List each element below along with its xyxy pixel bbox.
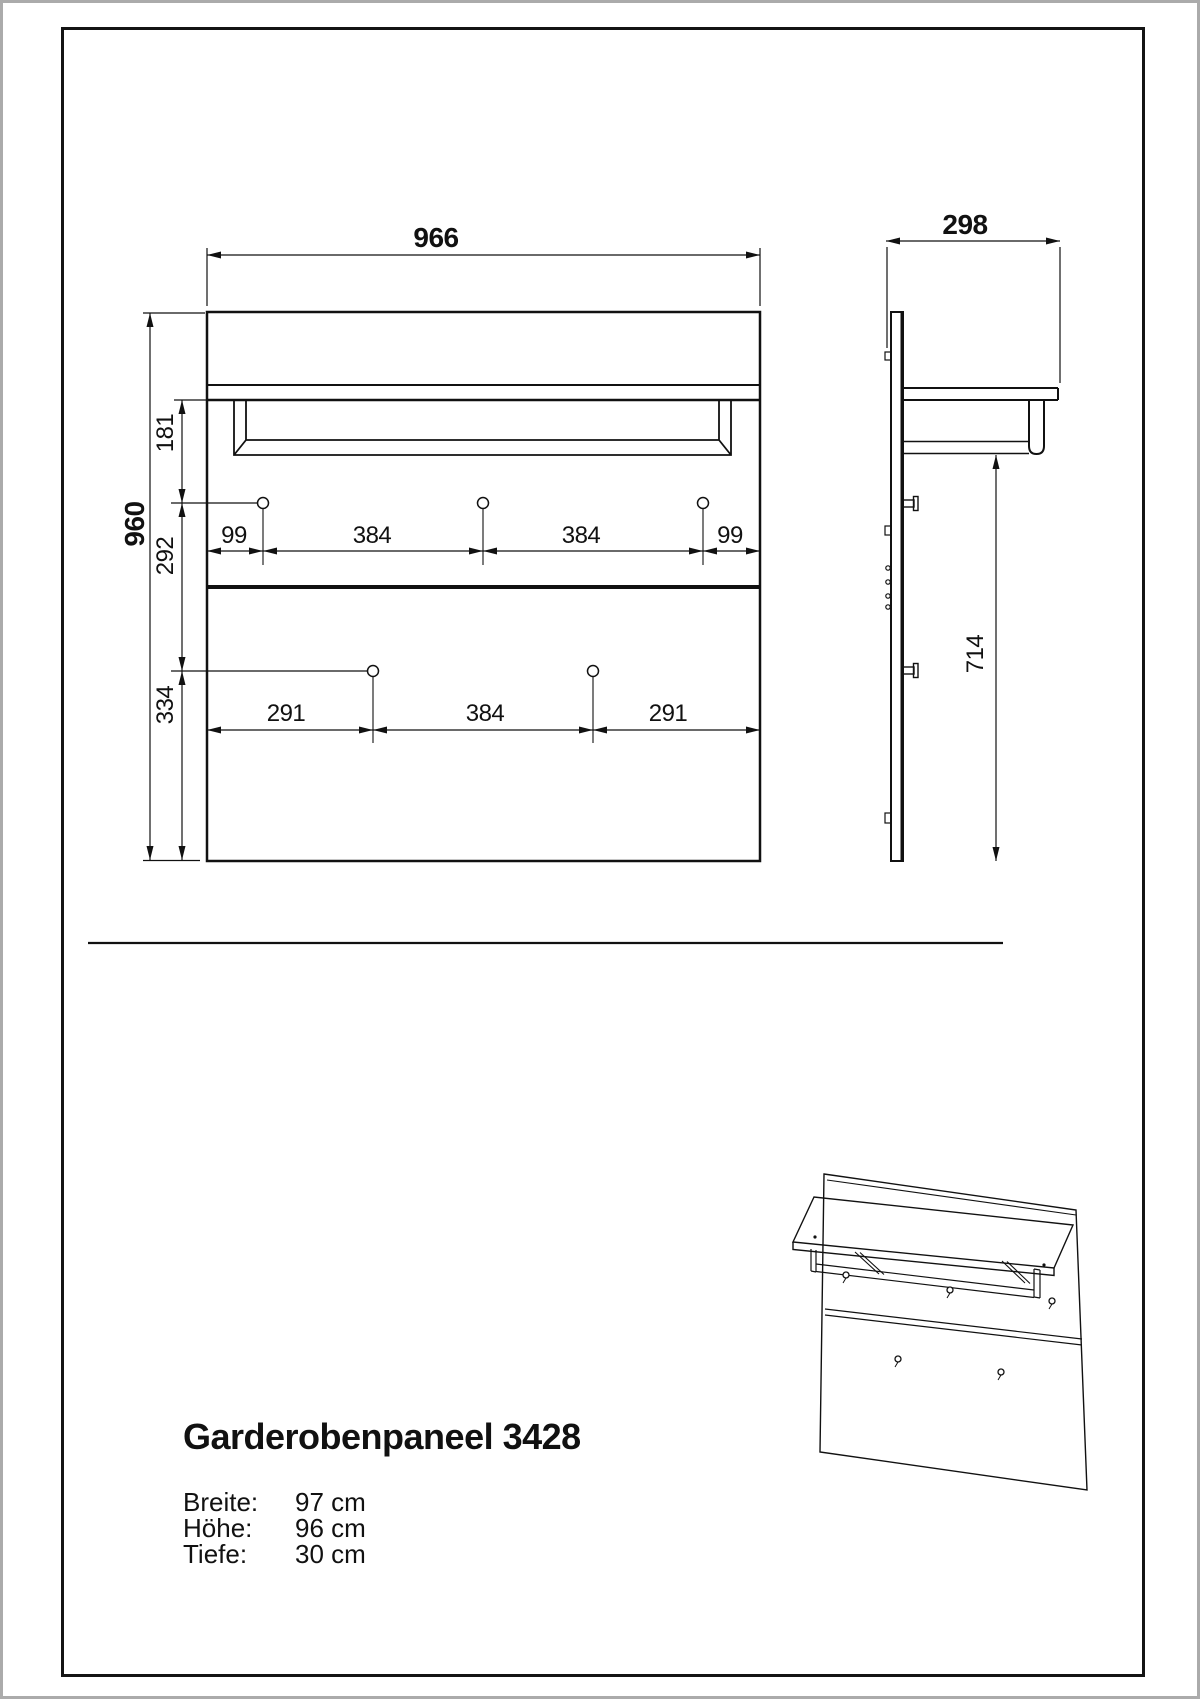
iso-rail (816, 1264, 1034, 1298)
side-view-drawing (885, 238, 1060, 862)
hook-row-1 (258, 498, 709, 509)
side-dimension-lines (886, 241, 1060, 861)
dim-seg-292: 292 (152, 536, 179, 576)
shelf-side (903, 388, 1058, 400)
dim-row1-99-left: 99 (221, 522, 247, 549)
spec-row-tiefe (183, 1541, 366, 1567)
product-specs (183, 1489, 366, 1567)
dim-row2-291-left: 291 (266, 700, 306, 727)
extension-lines (143, 248, 760, 861)
spec-value-breite: 97 cm (295, 1487, 366, 1517)
dimension-arrows (147, 252, 761, 861)
dimension-lines (150, 255, 760, 860)
product-title: Garderobenpaneel 3428 (183, 1416, 581, 1457)
iso-panel-thickness (827, 1180, 1076, 1215)
dim-seg-181: 181 (152, 413, 179, 453)
iso-panel (820, 1174, 1087, 1490)
dim-row2-384: 384 (465, 700, 505, 727)
side-dimension-arrows (886, 238, 1060, 862)
spec-value-tiefe: 30 cm (295, 1539, 366, 1569)
spec-row-hoehe (183, 1515, 366, 1541)
dim-front-height: 960 (119, 501, 150, 547)
coat-rail (234, 400, 731, 455)
rail-bracket (1029, 400, 1044, 454)
dim-side-depth: 298 (942, 209, 988, 240)
iso-screws (813, 1235, 1045, 1266)
front-view-drawing (143, 248, 760, 861)
spec-label-tiefe: Tiefe: (183, 1539, 248, 1569)
spec-label-hoehe: Höhe: (183, 1513, 253, 1543)
dim-row1-384-right: 384 (561, 522, 601, 549)
dim-row1-99-right: 99 (717, 522, 743, 549)
dim-row2-291-right: 291 (648, 700, 688, 727)
peg-hooks (903, 497, 918, 678)
iso-shelf-edge (793, 1242, 1054, 1276)
hook-row-2 (368, 666, 599, 677)
dim-seg-334: 334 (152, 685, 179, 725)
spec-value-hoehe: 96 cm (295, 1513, 366, 1543)
side-extension-lines (887, 247, 1060, 383)
spec-row-breite (183, 1489, 366, 1515)
iso-shelf-top (793, 1197, 1073, 1268)
isometric-view (793, 1174, 1087, 1490)
dim-row1-384-left: 384 (352, 522, 392, 549)
spec-label-breite: Breite: (183, 1487, 259, 1517)
iso-rail-bracket-left (811, 1249, 816, 1272)
dim-front-width: 966 (413, 222, 459, 253)
dim-side-rail-height: 714 (962, 634, 989, 674)
rail-side (903, 442, 1029, 454)
iso-joint-line (825, 1309, 1082, 1345)
